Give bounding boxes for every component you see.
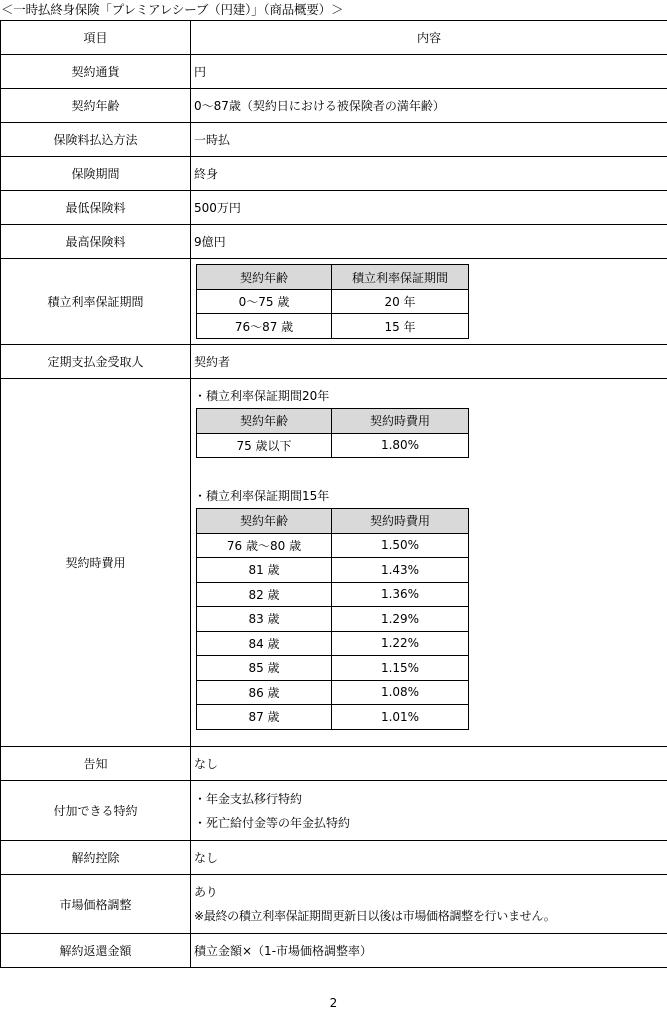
page-title: ＜一時払終身保険「プレミアレシーブ（円建）」（商品概要）＞	[1, 2, 344, 17]
table-row-notice	[1, 747, 667, 781]
row-label: 最高保険料	[1, 225, 191, 259]
row-value: 0～87歳（契約日における被保険者の満年齢）	[191, 89, 667, 123]
row-value	[191, 259, 667, 345]
row-label: 市場価格調整	[1, 875, 191, 934]
subtable-row	[197, 582, 469, 607]
table-row-min-premium	[1, 191, 667, 225]
subtable-cell: 1.43%	[332, 558, 469, 583]
row-label: 付加できる特約	[1, 781, 191, 841]
row-value: 契約者	[191, 345, 667, 379]
row-value	[191, 781, 667, 841]
table-header-row	[1, 21, 667, 55]
row-label: 解約控除	[1, 841, 191, 875]
subtable-header: 契約年齢	[197, 409, 332, 434]
table-row-period	[1, 157, 667, 191]
rider-item: ・年金支払移行特約	[194, 791, 303, 806]
subtable-row	[197, 533, 469, 558]
table-row-payment	[1, 123, 667, 157]
subtable-cell: 1.15%	[332, 656, 469, 681]
mva-line: あり	[194, 885, 218, 899]
subtable-cell: 15 年	[332, 314, 469, 339]
row-value: 積立金額×（1-市場価格調整率）	[191, 934, 667, 968]
row-value: 9億円	[191, 225, 667, 259]
subtable-header: 契約年齢	[197, 509, 332, 534]
subtable-cell: 20 年	[332, 289, 469, 314]
row-label: 積立利率保証期間	[1, 259, 191, 345]
subtable-cell: 0～75 歳	[197, 289, 332, 314]
row-label: 告知	[1, 747, 191, 781]
row-label: 契約年齢	[1, 89, 191, 123]
table-row-surrender-value	[1, 934, 667, 968]
fee-subtable-20	[196, 408, 469, 458]
subtable-cell: 1.50%	[332, 533, 469, 558]
subtable-cell: 1.01%	[332, 705, 469, 730]
fee-subtable-15	[196, 508, 469, 730]
row-value	[191, 875, 667, 934]
subtable-cell: 81 歳	[197, 558, 332, 583]
subtable-row	[197, 656, 469, 681]
row-value: 500万円	[191, 191, 667, 225]
table-row-guarantee	[1, 259, 667, 345]
subtable-row	[197, 680, 469, 705]
subtable-row	[197, 631, 469, 656]
table-row-age	[1, 89, 667, 123]
mva-note: ※最終の積立利率保証期間更新日以後は市場価格調整を行いません。	[194, 909, 556, 923]
row-value: なし	[191, 747, 667, 781]
subtable-header: 契約時費用	[332, 509, 469, 534]
subtable-header: 契約時費用	[332, 409, 469, 434]
subtable-cell: 82 歳	[197, 582, 332, 607]
fee-caption-15: ・積立利率保証期間15年	[194, 489, 330, 503]
subtable-row	[197, 289, 469, 314]
table-row-recipient	[1, 345, 667, 379]
row-label: 契約時費用	[1, 379, 191, 747]
header-item: 項目	[1, 21, 191, 55]
product-summary-table	[0, 20, 667, 968]
header-content: 内容	[191, 21, 667, 55]
subtable-header: 積立利率保証期間	[332, 265, 469, 290]
rider-item: ・死亡給付金等の年金払特約	[194, 815, 351, 830]
row-value: 一時払	[191, 123, 667, 157]
subtable-header: 契約年齢	[197, 265, 332, 290]
table-row-mva	[1, 875, 667, 934]
fee-caption-20: ・積立利率保証期間20年	[194, 389, 330, 403]
subtable-row	[197, 607, 469, 632]
row-value	[191, 379, 667, 747]
row-label: 保険期間	[1, 157, 191, 191]
subtable-cell: 1.36%	[332, 582, 469, 607]
subtable-row	[197, 433, 469, 458]
row-label: 契約通貨	[1, 55, 191, 89]
subtable-cell: 76 歳～80 歳	[197, 533, 332, 558]
row-value: 終身	[191, 157, 667, 191]
subtable-row	[197, 558, 469, 583]
subtable-cell: 1.80%	[332, 433, 469, 458]
subtable-cell: 1.29%	[332, 607, 469, 632]
table-row-riders	[1, 781, 667, 841]
subtable-cell: 87 歳	[197, 705, 332, 730]
subtable-cell: 84 歳	[197, 631, 332, 656]
table-row-currency	[1, 55, 667, 89]
guarantee-subtable	[196, 264, 469, 339]
row-value: なし	[191, 841, 667, 875]
subtable-cell: 1.22%	[332, 631, 469, 656]
page-number: 2	[329, 996, 338, 1010]
subtable-cell: 85 歳	[197, 656, 332, 681]
subtable-row	[197, 314, 469, 339]
subtable-cell: 86 歳	[197, 680, 332, 705]
table-row-max-premium	[1, 225, 667, 259]
subtable-cell: 83 歳	[197, 607, 332, 632]
subtable-cell: 75 歳以下	[197, 433, 332, 458]
row-label: 定期支払金受取人	[1, 345, 191, 379]
subtable-cell: 1.08%	[332, 680, 469, 705]
subtable-cell: 76～87 歳	[197, 314, 332, 339]
subtable-row	[197, 705, 469, 730]
table-row-fee	[1, 379, 667, 747]
row-value: 円	[191, 55, 667, 89]
row-label: 保険料払込方法	[1, 123, 191, 157]
table-row-surrender-deduction	[1, 841, 667, 875]
row-label: 最低保険料	[1, 191, 191, 225]
row-label: 解約返還金額	[1, 934, 191, 968]
